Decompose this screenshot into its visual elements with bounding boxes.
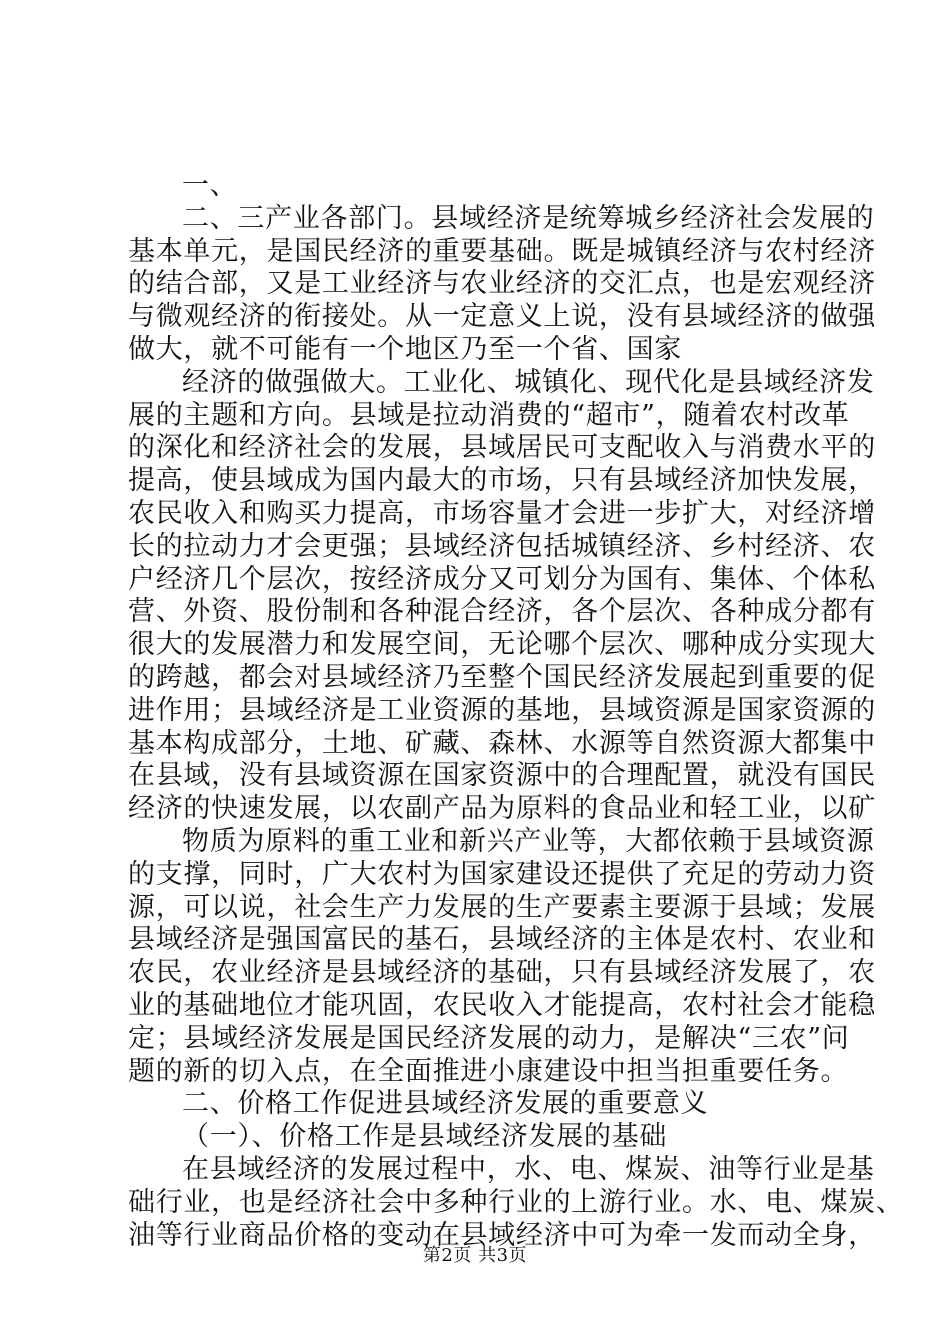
text-line: 进作用；县域经济是工业资源的基地，县域资源是国家资源的 [128, 694, 876, 726]
text-line: 油等行业商品价格的变动在县域经济中可为牵一发而动全身， [128, 1219, 876, 1251]
text-line: 提高，使县域成为国内最大的市场，只有县域经济加快发展， [128, 465, 876, 497]
text-line: 一、 [182, 170, 238, 201]
text-line: 经济的做强做大。工业化、城镇化、现代化是县域经济发 [182, 366, 875, 398]
text-line: 的支撑，同时，广大农村为国家建设还提供了充足的劳动力资 [128, 858, 876, 890]
text-line: 长的拉动力才会更强；县域经济包括城镇经济、乡村经济、农 [128, 530, 876, 562]
text-line: 题的新的切入点，在全面推进小康建设中担当担重要任务。 [128, 1055, 849, 1087]
section-heading: 二、价格工作促进县域经济发展的重要意义 [182, 1088, 709, 1120]
text-line: 在县域，没有县域资源在国家资源中的合理配置，就没有国民 [128, 760, 876, 792]
text-line: 农民，农业经济是县域经济的基础，只有县域经济发展了，农 [128, 957, 876, 989]
text-line: 业的基础地位才能巩固，农民收入才能提高，农村社会才能稳 [128, 989, 876, 1021]
text-line: 做大，就不可能有一个地区乃至一个省、国家 [128, 333, 682, 365]
text-line: 的跨越，都会对县域经济乃至整个国民经济发展起到重要的促 [128, 661, 876, 693]
text-line: 与微观经济的衔接处。从一定意义上说，没有县域经济的做强 [128, 301, 876, 333]
text-line: 源，可以说，社会生产力发展的生产要素主要源于县域；发展 [128, 891, 876, 923]
text-line: 经济的快速发展，以农副产品为原料的食品业和轻工业，以矿 [128, 793, 876, 825]
text-line: 展的主题和方向。县域是拉动消费的“超市”，随着农村改革 [128, 399, 850, 431]
text-line: 的深化和经济社会的发展，县域居民可支配收入与消费水平的 [128, 432, 876, 464]
text-line: 的结合部，又是工业经济与农业经济的交汇点，也是宏观经济 [128, 268, 876, 300]
text-line: 物质为原料的重工业和新兴产业等，大都依赖于县域资源 [182, 825, 875, 857]
text-line: 基本单元，是国民经济的重要基础。既是城镇经济与农村经济 [128, 235, 876, 267]
text-line: 定；县域经济发展是国民经济发展的动力，是解决“三农”问 [128, 1022, 850, 1054]
text-line: 在县域经济的发展过程中，水、电、煤炭、油等行业是基 [182, 1153, 875, 1185]
text-line: 农民收入和购买力提高，市场容量才会进一步扩大，对经济增 [128, 497, 876, 529]
text-line: 户经济几个层次，按经济成分又可划分为国有、集体、个体私 [128, 563, 876, 595]
text-line: 县域经济是强国富民的基石，县域经济的主体是农村、农业和 [128, 924, 876, 956]
text-line: 很大的发展潜力和发展空间，无论哪个层次、哪种成分实现大 [128, 629, 876, 661]
text-line: 营、外资、股份制和各种混合经济，各个层次、各种成分都有 [128, 596, 876, 628]
subsection-heading: （一）、价格工作是县域经济发展的基础 [182, 1121, 668, 1153]
text-line: 二、三产业各部门。县域经济是统筹城乡经济社会发展的 [182, 202, 875, 234]
page-number-footer: 第2页 共3页 [422, 1245, 528, 1266]
text-line: 础行业，也是经济社会中多种行业的上游行业。水、电、煤炭、 [128, 1186, 904, 1218]
document-body [128, 170, 904, 1252]
text-line: 基本构成部分，土地、矿藏、森林、水源等自然资源大都集中 [128, 727, 876, 759]
